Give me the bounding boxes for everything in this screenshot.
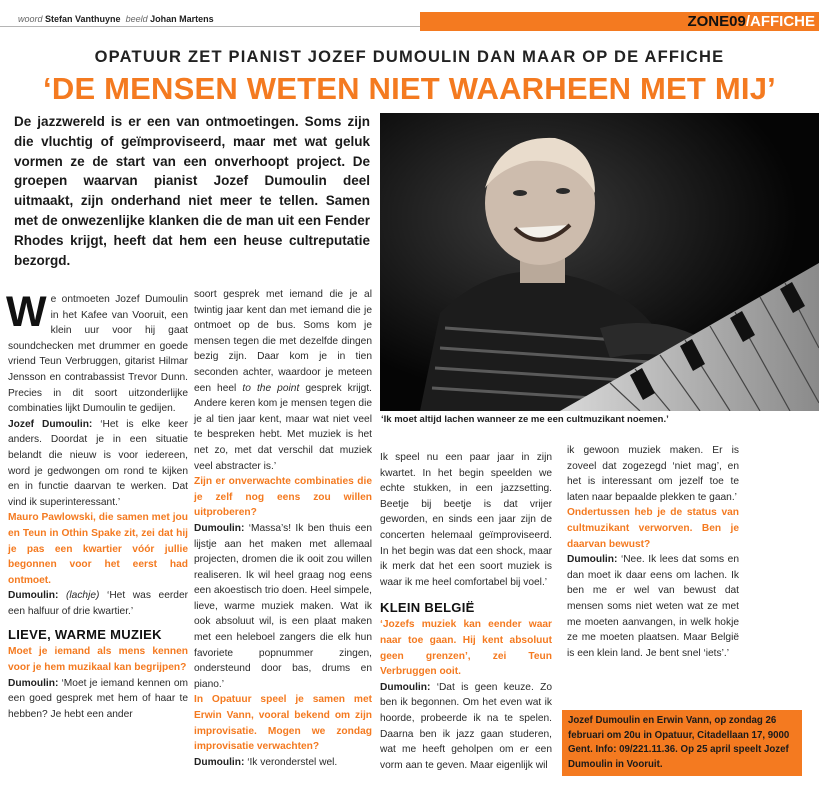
speaker-label: Dumoulin: (8, 677, 59, 689)
interview-question: Moet je iemand als mens kennen voor je hem muzikaal kan begrijpen? (8, 646, 188, 674)
interview-question: Mauro Pawlowski, die samen met jou en Teun in Othin Spake zit, zei dat hij je pas een kwartier vóór jullie begonnen voor het eerst had ontmoet. (8, 512, 188, 586)
answer-text: ‘Het was eerder een halfuur of drie kwartier.’ (8, 590, 188, 617)
top-bar (0, 0, 819, 31)
interview-question: ‘Jozefs muziek kan eender waar naar toe gaan. Hij kent absoluut geen grenzen’, zei Teun Verbruggen ooit. (380, 619, 552, 678)
answer-paragraph (8, 676, 188, 723)
interview-question: Ondertussen heb je de status van cultmuzikant verworven. Ben je daarvan bewust? (567, 507, 739, 550)
interview-question: Zijn er onverwachte combinaties die je zelf nog eens zou willen uitproberen? (194, 476, 372, 519)
answer-paragraph (194, 755, 372, 771)
article-column-4 (567, 443, 739, 661)
header-rule (0, 26, 420, 27)
answer-paragraph (8, 588, 188, 619)
answer-paragraph (194, 521, 372, 693)
photo-caption: ‘Ik moet altijd lachen wanneer ze me een cultmuzikant noemen.’ (381, 414, 669, 425)
answer-paragraph (8, 417, 188, 511)
photographer-name: Johan Martens (150, 14, 214, 24)
speaker-label: Dumoulin: (194, 756, 245, 768)
pianist-photo (380, 113, 819, 411)
speaker-label: Dumoulin: (567, 554, 618, 566)
body-text: gesprek krijgt. Andere keren kom je mensen tegen die je al tien jaar kent, maar wat niet veel te bespreken hebt. Met muziek is het net zo, met dat verschil dat muziek veel abstracter is.’ (194, 382, 372, 472)
answer-text: ‘Moet je iemand kennen om een goed gesprek met hem of haar te hebben? Je hebt een ander (8, 677, 188, 720)
body-paragraph: Ik speel nu een paar jaar in zijn kwartet. In het begin speelden we echte stukken, in een jazzsetting. Beetje bij beetje is dat vrijer geworden, en sinds een jaar zijn de concerten helemaal geïmproviseerd. In het begin was dat een shock, maar ik merk dat het een soort muziek is waar ik me heel comfortabel bij voel.’ (380, 452, 552, 588)
article-column-1 (6, 288, 188, 722)
opening-text: e ontmoeten Jozef Dumoulin in het Kafee van Vooruit, een klein uur voor hij gaat soundchecken met drummer en goede vriend Teun Verbruggen, gitarist Hilmar Jensson en contrabassist Trevor Dunn. Precies in dit soort uitzonderlijke combinaties lijkt Dumoulin te gedijen. (8, 294, 188, 415)
intro-paragraph: De jazzwereld is er een van ontmoetingen. Soms zijn die vluchtig of geïmproviseerd, maar met wat geluk vormen ze de start van een onverhoopt project. De groepen waarvan pianist Jozef Dumoulin deel uitmaakt, zijn onderhand niet meer te tellen. Samen met de onwezenlijke klanken die de man uit een Fender Rhodes krijgt, heeft dat hem een heuse cultreputatie bezorgd. (14, 114, 370, 268)
stage-direction: (lachje) (58, 590, 100, 602)
speaker-label: Dumoulin: (194, 522, 245, 534)
answer-text: ‘Dat is geen keuze. Zo ben ik begonnen. Om het even wat ik hoorde, probeerde ik na te spelen. Daarna ben ik jazz gaan studeren, wat me heeft geholpen om er een vorm aan te geven. Maar eigenlijk wil (380, 681, 552, 771)
headline: ‘DE MENSEN WETEN NIET WAARHEEN MET MIJ’ (43, 71, 776, 106)
italic-phrase: to the point (242, 382, 300, 394)
speaker-label: Dumoulin: (380, 681, 431, 693)
answer-paragraph (380, 680, 552, 774)
section-zone: ZONE09 (687, 13, 746, 30)
section-separator: / (745, 13, 750, 30)
drop-cap: W (6, 288, 47, 336)
article-column-2 (194, 287, 372, 770)
section-heading: KLEIN BELGIË (380, 600, 475, 616)
section-label (679, 12, 819, 31)
answer-text: ‘Massa’s! Ik ben thuis een lijstje aan het maken met allemaal projecten, dromen die ik ooit zou willen realiseren. Ik wil heel graag nog eens een akoestisch trio doen. Heel simpele, lieve, warme muziek maken. Wat ik ook absoluut wil, is een plaat maken met een heleboel zangers die elk hun favoriete popnummer zingen, ondersteund door bas, drums en piano.’ (194, 522, 372, 690)
author-label: woord (18, 14, 43, 24)
credits (18, 14, 214, 24)
kicker: OPATUUR ZET PIANIST JOZEF DUMOULIN DAN MAAR OP DE AFFICHE (94, 48, 725, 66)
article-column-3 (380, 450, 552, 773)
interview-question: In Opatuur speel je samen met Erwin Vann, vooral bekend om zijn improvisatie. Mogen we zondag improvisatie verwachten? (194, 694, 372, 753)
body-text: soort gesprek met iemand die je al twintig jaar kent dan met iemand die je ontmoet op de bus. Soms kom je mensen tegen die met dezelfde dingen bezig zijn. Daar kom je in tien seconden achter, waardoor je meteen een heel (194, 289, 372, 394)
body-paragraph: ik gewoon muziek maken. Er is zoveel dat zogezegd ‘niet mag’, en het is interessant om jezelf toe te laten naar bepaalde plekken te gaan.’ (567, 445, 739, 503)
event-info-box: Jozef Dumoulin en Erwin Vann, op zondag 26 februari om 20u in Opatuur, Citadellaan 17, 9000 Gent. Info: 09/221.11.36. Op 25 april speelt Jozef Dumoulin in Vooruit. (562, 710, 802, 776)
opening-paragraph (6, 288, 188, 417)
section-heading: LIEVE, WARME MUZIEK (8, 627, 162, 643)
answer-text: ‘Ik veronderstel wel. (244, 756, 338, 768)
body-paragraph (194, 287, 372, 474)
author-name: Stefan Vanthuyne (45, 14, 121, 24)
speaker-label: Dumoulin: (8, 590, 59, 602)
section-name: AFFICHE (750, 13, 815, 30)
answer-text: ‘Het is elke keer anders. Doordat je in een situatie belandt die nieuw is voor iedereen, word je gedwongen om rond te kijken en in functie daarvan te werken. Dat vind ik superinteressant.’ (8, 418, 188, 508)
answer-paragraph (567, 552, 739, 661)
speaker-label: Jozef Dumoulin: (8, 418, 93, 430)
answer-text: ‘Nee. Ik lees dat soms en dan moet ik daar eens om lachen. Ik ben me er wel van bewust dat mensen soms niet weten wat ze met me moeten aanvangen, in welk hokje ze me moeten plaatsen. Maar België is een klein land. Je bent snel ‘iets’.’ (567, 554, 739, 659)
photographer-label: beeld (125, 14, 148, 24)
pianist-illustration (380, 113, 819, 411)
